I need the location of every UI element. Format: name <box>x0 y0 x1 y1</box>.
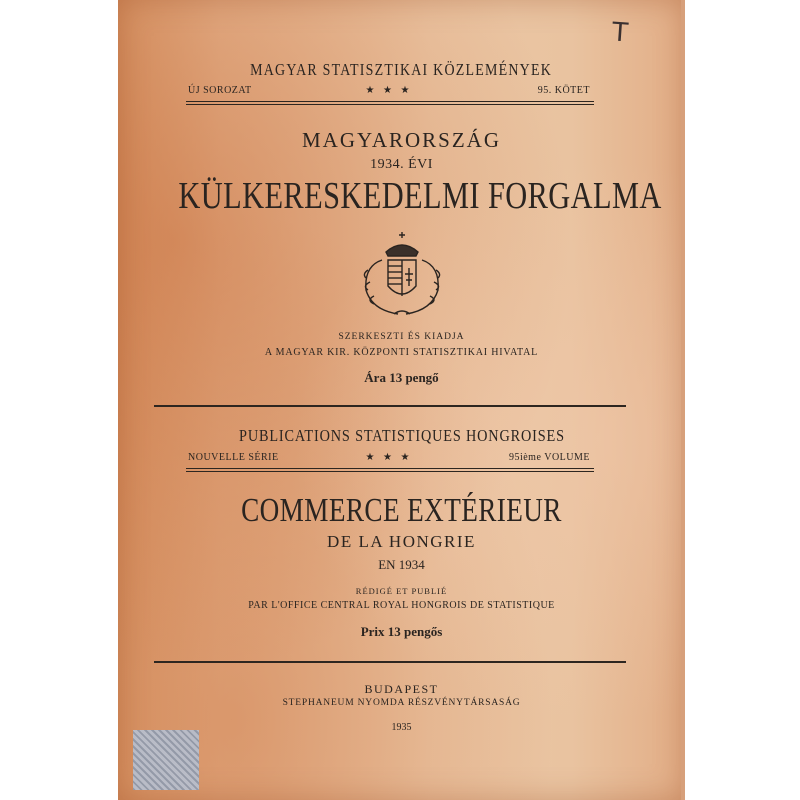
editor-line1-fr: RÉDIGÉ ET PUBLIÉ <box>355 586 448 596</box>
series-title-fr: PUBLICATIONS STATISTIQUES HONGROISES <box>238 426 565 445</box>
section-divider <box>154 405 626 407</box>
series-stars-hu: ★ ★ ★ <box>365 85 413 96</box>
imprint-year: 1935 <box>391 722 412 733</box>
series-label-fr: NOUVELLE SÉRIE <box>188 452 279 463</box>
title-main-hu: KÜLKERESKEDELMI FORGALMA <box>178 175 662 217</box>
divider <box>186 101 594 102</box>
title-country-fr: DE LA HONGRIE <box>327 532 476 551</box>
price-hu: Ára 13 pengő <box>364 370 439 385</box>
imprint-city: BUDAPEST <box>364 682 439 696</box>
hungarian-coat-of-arms-icon <box>342 230 462 320</box>
price-fr: Prix 13 pengős <box>360 624 443 639</box>
series-label-hu: ÚJ SOROZAT <box>188 85 252 96</box>
book-cover <box>118 0 685 800</box>
title-country-hu: MAGYARORSZÁG <box>301 128 502 152</box>
title-year-hu: 1934. ÉVI <box>370 157 433 172</box>
series-title-hu: MAGYAR STATISZTIKAI KÖZLEMÉNYEK <box>250 60 553 79</box>
imprint-printer: STEPHANEUM NYOMDA RÉSZVÉNYTÁRSASÁG <box>282 698 521 708</box>
series-stars-fr: ★ ★ ★ <box>365 452 413 463</box>
divider <box>186 468 594 469</box>
handwritten-mark: T <box>610 17 629 49</box>
divider <box>186 471 594 472</box>
title-main-fr: COMMERCE EXTÉRIEUR <box>241 492 562 529</box>
editor-line2-hu: A MAGYAR KIR. KÖZPONTI STATISZTIKAI HIVATAL <box>264 347 539 358</box>
divider <box>186 104 594 105</box>
editor-line2-fr: PAR L'OFFICE CENTRAL ROYAL HONGROIS DE STATISTIQUE <box>248 600 555 611</box>
section-divider <box>154 661 626 663</box>
editor-line1-hu: SZERKESZTI ÉS KIADJA <box>338 332 465 342</box>
volume-label-fr: 95ième VOLUME <box>508 452 590 463</box>
title-year-fr: EN 1934 <box>378 557 425 572</box>
library-label-sticker <box>133 730 199 790</box>
cover-right-edge <box>681 0 685 800</box>
volume-label-hu: 95. KÖTET <box>537 85 590 96</box>
